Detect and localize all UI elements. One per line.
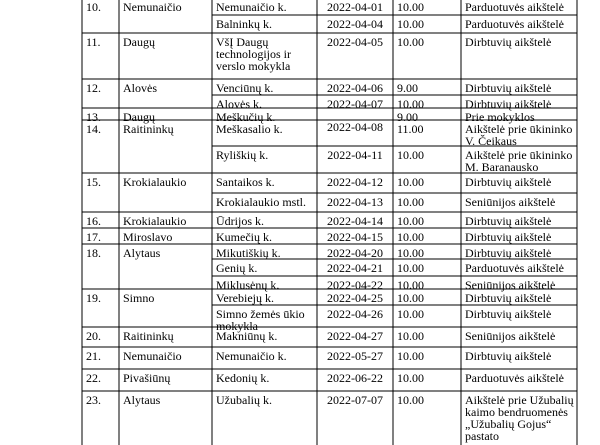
place-name: Makniūnų k.	[216, 329, 278, 343]
place-name: Užubalių k.	[216, 393, 272, 407]
eldership-name: Alovės	[123, 81, 157, 95]
event-location: Parduotuvės aikštelė	[465, 261, 564, 275]
row-number: 15.	[86, 175, 101, 189]
row-number: 14.	[86, 122, 101, 136]
event-date: 2022-04-04	[327, 17, 383, 31]
event-location: Dirbtuvių aikštelė	[465, 81, 552, 95]
place-name: Meškasalio k.	[216, 122, 283, 136]
event-location: Dirbtuvių aikštelė	[465, 230, 552, 244]
row-number: 16.	[86, 214, 101, 228]
event-time: 9.00	[397, 81, 418, 95]
event-location: Dirbtuvių aikštelė	[465, 35, 552, 49]
event-date: 2022-04-15	[327, 230, 383, 244]
event-location: pastato	[465, 429, 499, 443]
place-name: Ūdrijos k.	[216, 214, 264, 228]
row-number: 10.	[86, 0, 101, 14]
event-location: V. Čeikaus	[465, 134, 517, 148]
event-time: 10.00	[397, 0, 424, 14]
place-name: Santaikos k.	[216, 175, 275, 189]
event-date: 2022-04-14	[327, 214, 383, 228]
row-number: 17.	[86, 230, 101, 244]
event-date: 2022-04-26	[327, 307, 383, 321]
event-time: 10.00	[397, 214, 424, 228]
row-number: 18.	[86, 246, 101, 260]
row-number: 21.	[86, 349, 101, 363]
event-time: 10.00	[397, 371, 424, 385]
place-name: Kumečių k.	[216, 230, 272, 244]
place-name: Meškučių k.	[216, 110, 276, 124]
event-date: 2022-04-20	[327, 246, 383, 260]
place-name: Kedonių k.	[216, 371, 270, 385]
event-location: „Užubalių Gojus“	[465, 417, 552, 431]
event-date: 2022-04-06	[327, 81, 383, 95]
event-time: 10.00	[397, 349, 424, 363]
event-date: 2022-04-25	[327, 291, 383, 305]
eldership-name: Krokialaukio	[123, 175, 187, 189]
place-name: mokykla	[216, 319, 258, 333]
place-name: Genių k.	[216, 261, 258, 275]
eldership-name: Daugų	[123, 35, 155, 49]
row-number: 20.	[86, 329, 101, 343]
event-location: Parduotuvės aikštelė	[465, 371, 564, 385]
eldership-name: Pivašiūnų	[123, 371, 171, 385]
event-time: 10.00	[397, 175, 424, 189]
event-location: Seniūnijos aikštelė	[465, 278, 556, 292]
eldership-name: Miroslavo	[123, 230, 173, 244]
eldership-name: Alytaus	[123, 246, 161, 260]
place-name: Alovės k.	[216, 97, 262, 111]
event-location: Parduotuvės aikštelė	[465, 0, 564, 14]
event-time: 10.00	[397, 307, 424, 321]
event-time: 10.00	[397, 148, 424, 162]
place-name: Verebiejų k.	[216, 291, 274, 305]
event-date: 2022-04-05	[327, 35, 383, 49]
row-number: 13.	[86, 110, 101, 124]
place-name: Venciūnų k.	[216, 81, 274, 95]
place-name: Simno žemės ūkio	[216, 307, 305, 321]
event-location: Seniūnijos aikštelė	[465, 329, 556, 343]
eldership-name: Krokialaukio	[123, 214, 187, 228]
event-time: 10.00	[397, 17, 424, 31]
place-name: verslo mokykla	[216, 59, 291, 73]
event-location: Dirbtuvių aikštelė	[465, 175, 552, 189]
place-name: Krokialaukio mstl.	[216, 195, 306, 209]
event-time: 10.00	[397, 35, 424, 49]
event-location: Aikštelė prie ūkininko	[465, 148, 573, 162]
eldership-name: Raitininkų	[123, 329, 174, 343]
event-location: Dirbtuvių aikštelė	[465, 214, 552, 228]
eldership-name: Raitininkų	[123, 122, 174, 136]
event-location: Dirbtuvių aikštelė	[465, 97, 552, 111]
eldership-name: Alytaus	[123, 393, 161, 407]
eldership-name: Simno	[123, 291, 155, 305]
row-number: 11.	[86, 35, 101, 49]
event-location: Dirbtuvių aikštelė	[465, 246, 552, 260]
event-date: 2022-04-21	[327, 261, 383, 275]
event-time: 9.00	[397, 110, 418, 124]
event-location: Dirbtuvių aikštelė	[465, 291, 552, 305]
row-number: 23.	[86, 393, 101, 407]
event-location: M. Baranausko	[465, 160, 539, 174]
event-location: Parduotuvės aikštelė	[465, 17, 564, 31]
place-name: Nemunaičio k.	[216, 349, 287, 363]
event-time: 10.00	[397, 261, 424, 275]
event-date: 2022-04-27	[327, 329, 383, 343]
event-time: 10.00	[397, 278, 424, 292]
event-date: 2022-04-01	[327, 0, 383, 14]
event-time: 10.00	[397, 291, 424, 305]
event-location: Seniūnijos aikštelė	[465, 195, 556, 209]
event-location: Dirbtuvių aikštelė	[465, 307, 552, 321]
place-name: Miklusėnų k.	[216, 278, 280, 292]
row-number: 22.	[86, 371, 101, 385]
event-time: 10.00	[397, 329, 424, 343]
place-name: Ryliškių k.	[216, 148, 269, 162]
event-location: Aikštelė prie ūkininko	[465, 122, 573, 136]
event-date: 2022-04-12	[327, 175, 383, 189]
event-date: 2022-04-13	[327, 195, 383, 209]
eldership-name: Daugų	[123, 110, 155, 124]
place-name: Nemunaičio k.	[216, 0, 287, 14]
place-name: Mikutiškių k.	[216, 246, 281, 260]
place-name: technologijos ir	[216, 47, 291, 61]
event-time: 11.00	[397, 122, 424, 136]
event-location: kaimo bendruomenės	[465, 405, 568, 419]
event-date: 2022-04-11	[327, 148, 383, 162]
event-time: 10.00	[397, 246, 424, 260]
event-date: 2022-04-22	[327, 278, 383, 292]
event-date: 2022-04-08	[327, 120, 383, 134]
event-location: Dirbtuvių aikštelė	[465, 349, 552, 363]
event-date: 2022-04-07	[327, 97, 383, 111]
event-date: 2022-07-07	[327, 393, 383, 407]
event-location: Aikštelė prie Užubalių	[465, 393, 574, 407]
event-date: 2022-05-27	[327, 349, 383, 363]
eldership-name: Nemunaičio	[123, 349, 182, 363]
event-time: 10.00	[397, 393, 424, 407]
eldership-name: Nemunaičio	[123, 0, 182, 14]
event-time: 10.00	[397, 97, 424, 111]
row-number: 19.	[86, 291, 101, 305]
place-name: VšĮ Daugų	[216, 35, 269, 49]
place-name: Balninkų k.	[216, 17, 272, 31]
event-date: 2022-06-22	[327, 371, 383, 385]
event-time: 10.00	[397, 195, 424, 209]
event-location: Prie mokyklos	[465, 110, 535, 124]
event-time: 10.00	[397, 230, 424, 244]
row-number: 12.	[86, 81, 101, 95]
